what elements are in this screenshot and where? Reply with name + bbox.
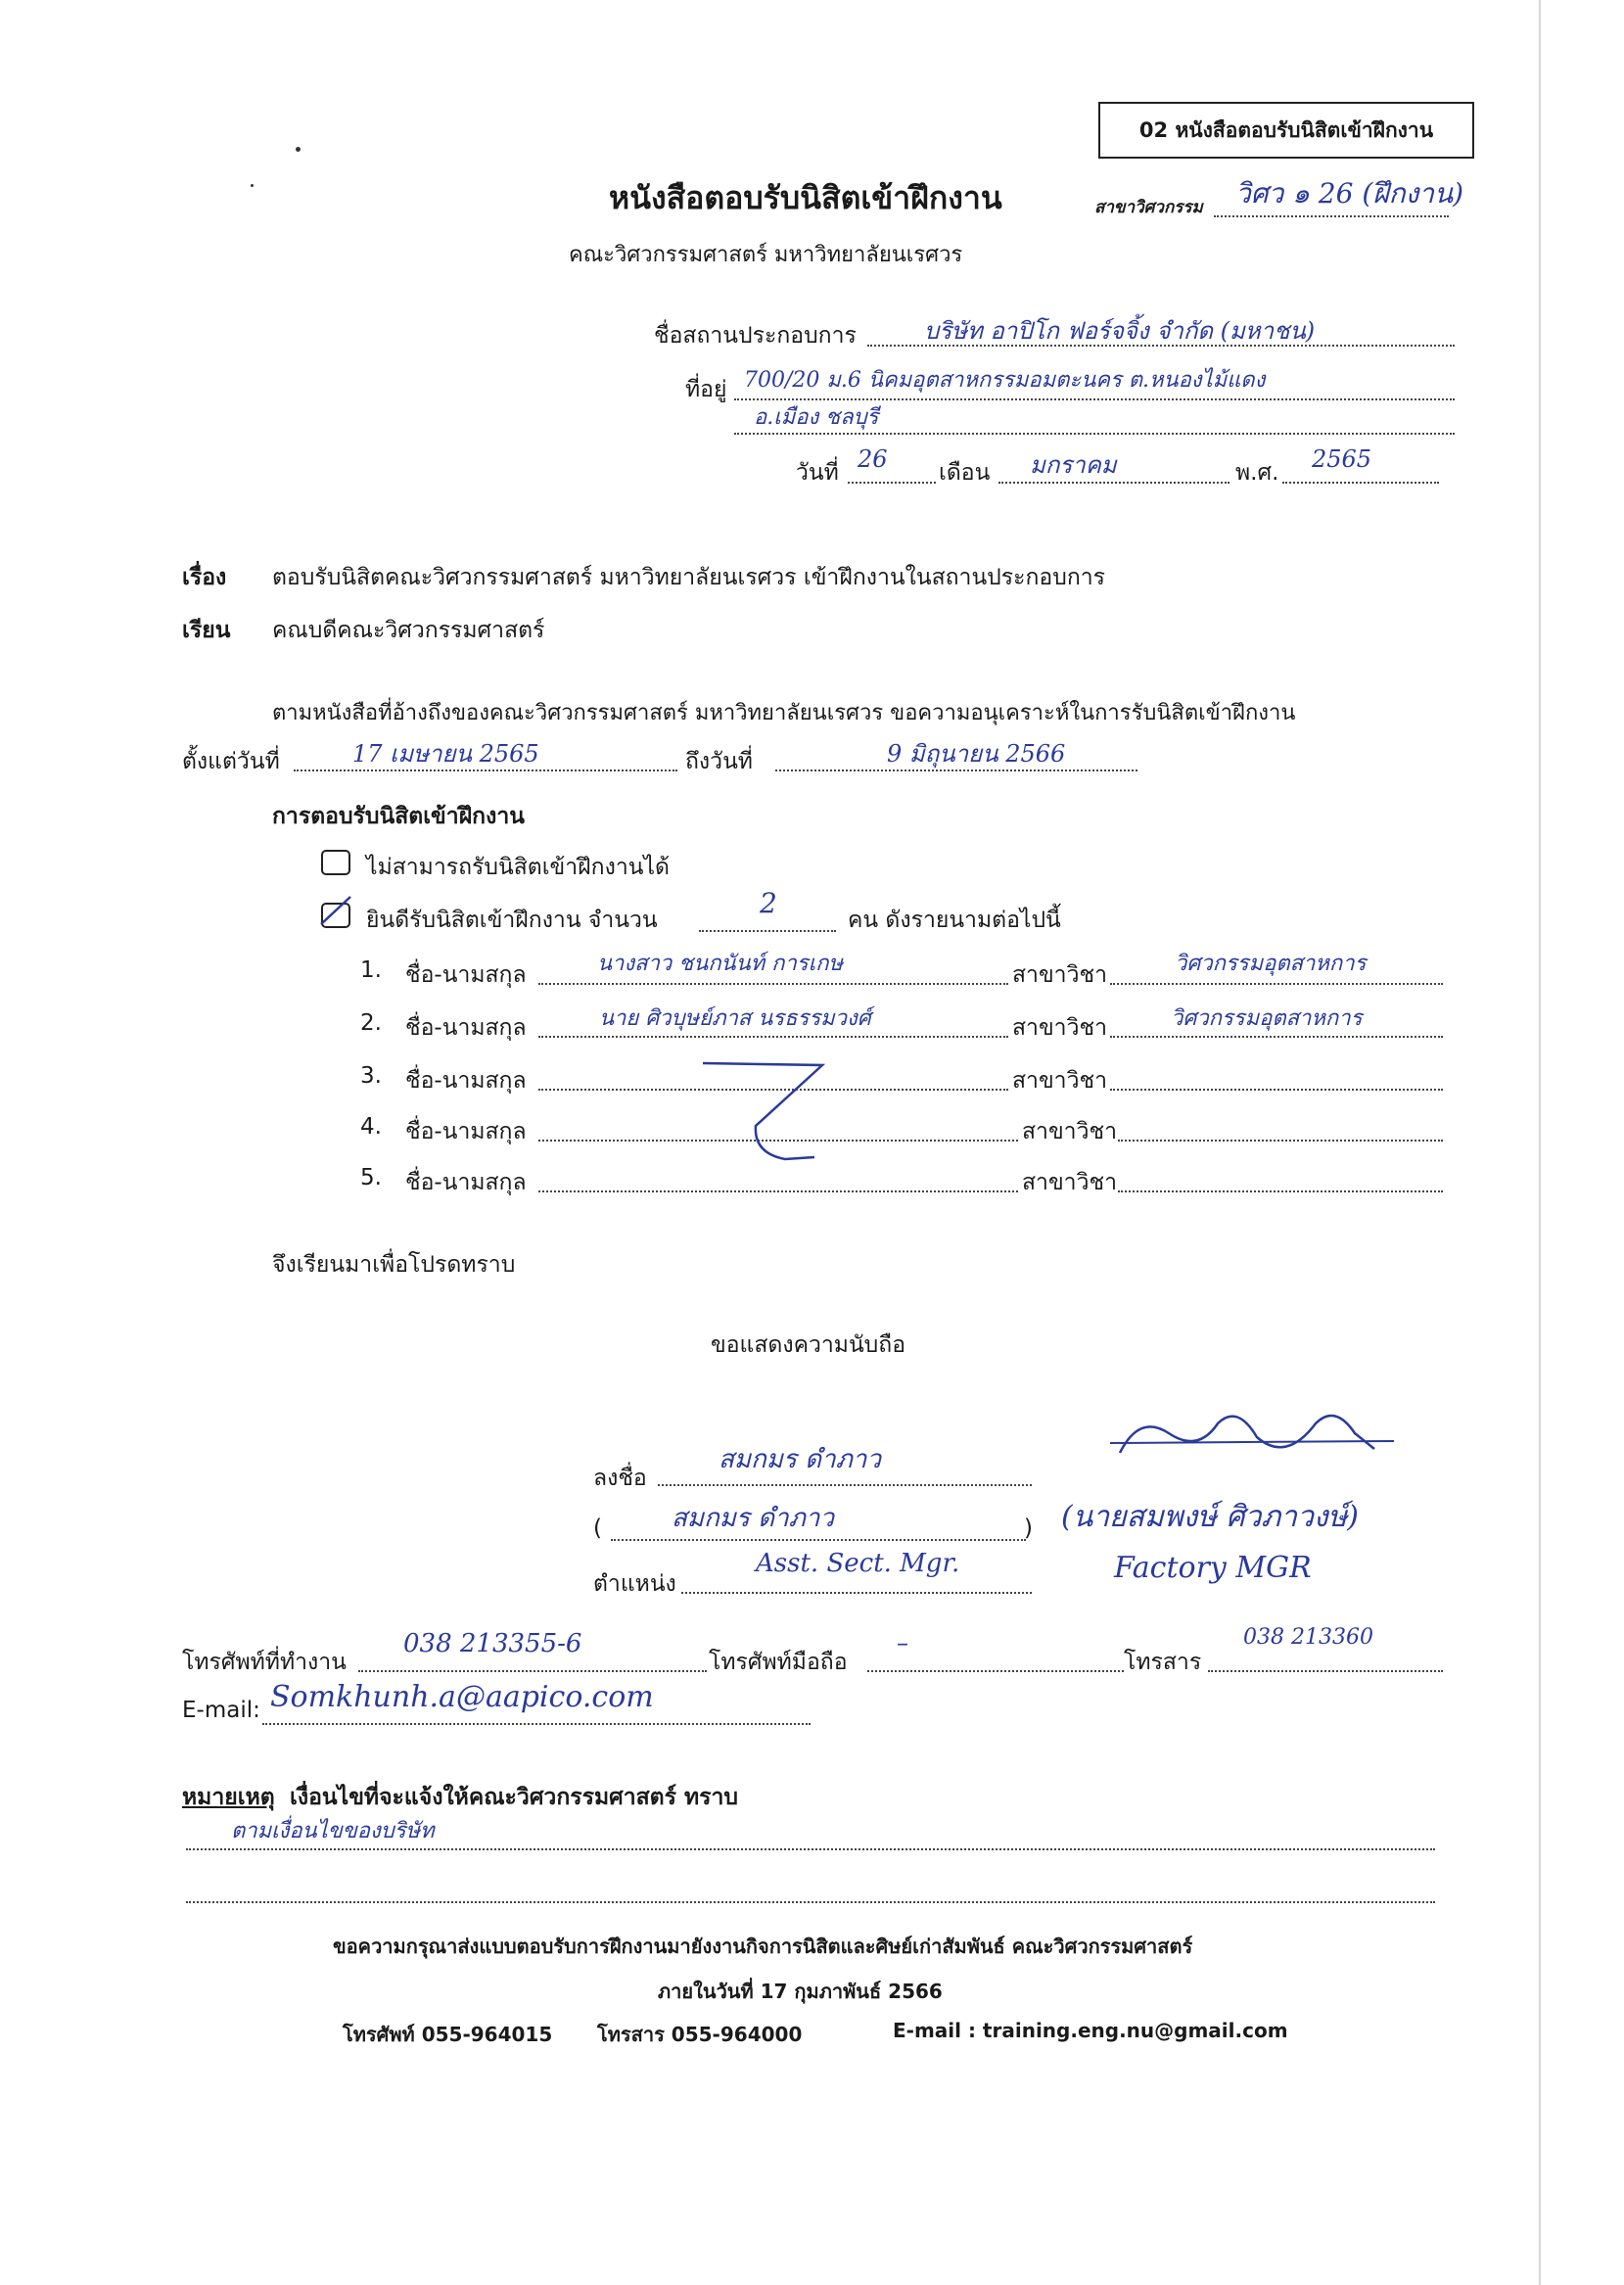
to-label: เรียน — [182, 618, 231, 643]
student-major[interactable]: วิศวกรรมอุตสาหการ — [1175, 952, 1367, 976]
position-value[interactable]: Asst. Sect. Mgr. — [756, 1549, 960, 1578]
company-value[interactable]: บริษัท อาปิโก ฟอร์จจิ้ง จำกัด (มหาชน) — [924, 317, 1316, 345]
date-value[interactable]: 26 — [858, 445, 888, 473]
date-line — [848, 482, 936, 484]
position-label: ตำแหน่ง — [593, 1571, 676, 1597]
acceptance-heading: การตอบรับนิสิตเข้าฝึกงาน — [272, 804, 525, 829]
work-phone-value[interactable]: 038 213355-6 — [403, 1629, 582, 1658]
major-label: สาขาวิชา — [1012, 1068, 1108, 1094]
note-label: หมายเหตุ — [182, 1785, 275, 1810]
mobile-label: โทรศัพท์มือถือ — [709, 1650, 848, 1675]
year-value[interactable]: 2565 — [1312, 445, 1372, 473]
student-name[interactable]: นางสาว ชนกนันท์ การเกษ — [597, 952, 843, 976]
until-label: ถึงวันที่ — [685, 749, 753, 774]
date-label: วันที่ — [796, 460, 839, 486]
second-signer-name: (นายสมพงษ์ ศิวภาวงษ์) — [1061, 1500, 1359, 1534]
year-line — [1282, 482, 1439, 484]
sign-label: ลงชื่อ — [593, 1466, 647, 1491]
branch-line — [1214, 215, 1449, 217]
reject-checkbox[interactable] — [321, 850, 350, 875]
name-line — [538, 983, 1008, 985]
fax-line — [1208, 1670, 1443, 1672]
branch-value: วิศว ๑ 26 (ฝึกงาน) — [1235, 177, 1464, 210]
major-line — [1118, 1140, 1443, 1142]
major-line — [1118, 1190, 1443, 1192]
email-label: E-mail: — [182, 1698, 260, 1723]
month-label: เดือน — [939, 460, 991, 486]
scan-edge — [1539, 0, 1541, 2285]
subject-label: เรื่อง — [182, 565, 227, 590]
until-value[interactable]: 9 มิถุนายน 2566 — [887, 740, 1066, 768]
close-paren: ) — [1024, 1516, 1033, 1541]
form-code: 02 หนังสือตอบรับนิสิตเข้าฝึกงาน — [1138, 117, 1434, 142]
sign-line — [658, 1484, 1032, 1486]
checkmark-icon — [317, 893, 356, 932]
strike-through-mark — [697, 1055, 844, 1163]
speck — [251, 184, 254, 187]
note-text: เงื่อนไขที่จะแจ้งให้คณะวิศวกรรมศาสตร์ ทราบ — [290, 1785, 739, 1810]
name-label: ชื่อ-นามสกุล — [405, 1068, 527, 1094]
from-value[interactable]: 17 เมษายน 2565 — [352, 740, 539, 768]
student-num: 1. — [360, 957, 382, 983]
to-text: คณบดีคณะวิศวกรรมศาสตร์ — [272, 618, 545, 643]
month-value[interactable]: มกราคม — [1030, 451, 1117, 479]
email-value[interactable]: Somkhunh.a@aapico.com — [270, 1680, 654, 1714]
accept-option-label: ยินดีรับนิสิตเข้าฝึกงาน จำนวน — [366, 908, 658, 933]
signer-printed-name[interactable]: สมกมร ดำภาว — [672, 1504, 834, 1533]
address-value-1[interactable]: 700/20 ม.6 นิคมอุตสาหกรรมอมตะนคร ต.หนองไม้แดง — [744, 368, 1266, 393]
closing-text: จึงเรียนมาเพื่อโปรดทราบ — [272, 1252, 516, 1278]
student-num: 4. — [360, 1114, 382, 1140]
student-num: 3. — [360, 1063, 382, 1089]
footer-line-1: ขอความกรุณาส่งแบบตอบรับการฝึกงานมายังงานกิจการนิสิตและศิษย์เก่าสัมพันธ์ คณะวิศวกรรมศาสตร์ — [333, 1935, 1193, 1958]
subject-text: ตอบรับนิสิตคณะวิศวกรรมศาสตร์ มหาวิทยาลัยนเรศวร เข้าฝึกงานในสถานประกอบการ — [272, 565, 1106, 590]
major-line — [1110, 983, 1443, 985]
company-label: ชื่อสถานประกอบการ — [654, 323, 857, 349]
count-line — [699, 930, 836, 932]
work-phone-label: โทรศัพท์ที่ทำงาน — [182, 1650, 347, 1675]
major-line — [1110, 1089, 1443, 1091]
address-value-2[interactable]: อ.เมือง ชลบุรี — [754, 405, 879, 430]
name-label: ชื่อ-นามสกุล — [405, 1119, 527, 1144]
form-code-box — [1098, 102, 1474, 159]
name-label: ชื่อ-นามสกุล — [405, 962, 527, 988]
accept-count[interactable]: 2 — [760, 887, 777, 919]
major-line — [1110, 1036, 1443, 1038]
name-line — [538, 1190, 1018, 1192]
accept-suffix: คน ดังรายนามต่อไปนี้ — [848, 908, 1061, 933]
from-label: ตั้งแต่วันที่ — [182, 749, 280, 774]
major-label: สาขาวิชา — [1012, 962, 1108, 988]
respect-text: ขอแสดงความนับถือ — [711, 1332, 906, 1358]
body-text: ตามหนังสือที่อ้างถึงของคณะวิศวกรรมศาสตร์ มหาวิทยาลัยนเรศวร ขอความอนุเคราะห์ในการรับนิสิตเข้าฝึกงาน — [272, 701, 1296, 725]
footer-fax: โทรสาร 055-964000 — [597, 2023, 803, 2046]
address-label: ที่อยู่ — [685, 377, 727, 402]
footer-line-2: ภายในวันที่ 17 กุมภาพันธ์ 2566 — [658, 1980, 943, 2003]
note-line-1 — [186, 1848, 1435, 1850]
second-signer-position: Factory MGR — [1114, 1551, 1312, 1585]
student-num: 2. — [360, 1010, 382, 1036]
work-phone-line — [358, 1670, 707, 1672]
mobile-value[interactable]: – — [897, 1629, 908, 1656]
name-label: ชื่อ-นามสกุล — [405, 1015, 527, 1041]
student-num: 5. — [360, 1165, 382, 1190]
fax-label: โทรสาร — [1124, 1650, 1202, 1675]
major-label: สาขาวิชา — [1022, 1170, 1118, 1195]
open-paren: ( — [593, 1516, 602, 1541]
faculty-line: คณะวิศวกรรมศาสตร์ มหาวิทยาลัยนเรศวร — [569, 243, 963, 267]
speck — [296, 147, 301, 152]
reject-option-label: ไม่สามารถรับนิสิตเข้าฝึกงานได้ — [366, 855, 670, 880]
branch-label: สาขาวิศวกรรม — [1094, 198, 1203, 217]
name-line — [538, 1036, 1008, 1038]
year-label: พ.ศ. — [1235, 460, 1279, 486]
page-title: หนังสือตอบรับนิสิตเข้าฝึกงาน — [609, 179, 1002, 216]
footer-email: E-mail : training.eng.nu@gmail.com — [893, 2019, 1288, 2042]
name-label: ชื่อ-นามสกุล — [405, 1170, 527, 1195]
position-line — [681, 1592, 1032, 1594]
printed-name-line — [611, 1539, 1026, 1541]
email-line — [262, 1723, 811, 1725]
second-signature-scribble — [1100, 1394, 1394, 1472]
note-value[interactable]: ตามเงื่อนไขของบริษัท — [231, 1819, 435, 1843]
footer-phone: โทรศัพท์ 055-964015 — [343, 2023, 553, 2046]
student-major[interactable]: วิศวกรรมอุตสาหการ — [1171, 1006, 1363, 1031]
major-label: สาขาวิชา — [1022, 1119, 1118, 1144]
student-name[interactable]: นาย ศิวบุษย์ภาส นรธรรมวงศ์ — [599, 1006, 871, 1031]
mobile-line — [867, 1670, 1124, 1672]
note-line-2 — [186, 1901, 1435, 1903]
signer-signature[interactable]: สมกมร ดำภาว — [719, 1445, 881, 1474]
major-label: สาขาวิชา — [1012, 1015, 1108, 1041]
fax-value[interactable]: 038 213360 — [1243, 1625, 1373, 1650]
